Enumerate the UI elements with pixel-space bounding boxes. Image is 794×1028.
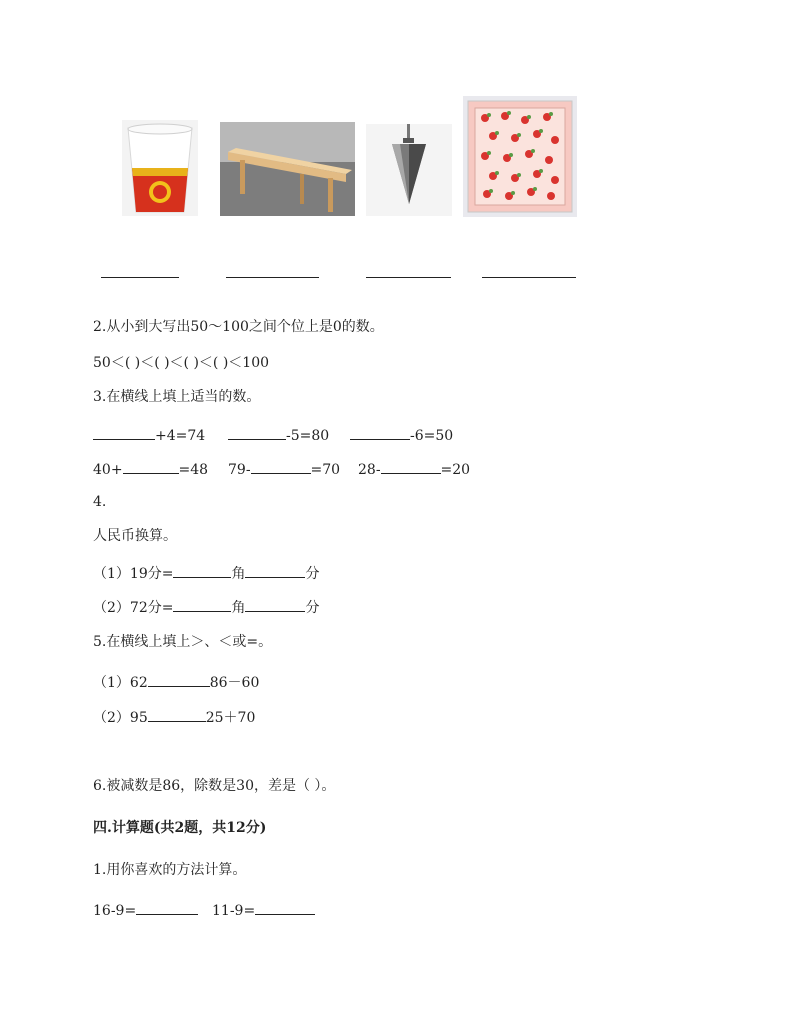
fill-blank[interactable]	[228, 425, 286, 440]
q3-item: 40+ =48	[93, 459, 208, 479]
q5-title: 5.在横线上填上＞、＜或=。	[93, 634, 273, 650]
answer-line-3[interactable]	[366, 277, 451, 278]
cone-plumb-bob-image	[366, 124, 452, 216]
q6-text: 6.被减数是86，除数是30，差是（ ）。	[93, 778, 336, 794]
q4-item: （2）72分= 角 分	[93, 597, 319, 617]
answer-line-2[interactable]	[226, 277, 319, 278]
fill-blank[interactable]	[148, 672, 210, 687]
q3-item: -5=80	[228, 425, 329, 445]
calc1-item: 11-9=	[212, 900, 315, 920]
fill-blank[interactable]	[245, 597, 305, 612]
fill-blank[interactable]	[245, 563, 305, 578]
wooden-bench-image	[220, 122, 355, 216]
fill-blank[interactable]	[350, 425, 410, 440]
fill-blank[interactable]	[381, 459, 441, 474]
q3-item: 79- =70	[228, 459, 340, 479]
q3-item: 28- =20	[358, 459, 470, 479]
answer-line-4[interactable]	[482, 277, 576, 278]
fill-blank[interactable]	[123, 459, 179, 474]
calc1-item: 16-9=	[93, 900, 198, 920]
section-heading: 四.计算题(共2题，共12分)	[93, 820, 267, 836]
q3-item: -6=50	[350, 425, 453, 445]
answer-line-1[interactable]	[101, 277, 179, 278]
paper-cup-image	[122, 120, 198, 216]
q3-title: 3.在横线上填上适当的数。	[93, 389, 261, 405]
q3-item: +4=74	[93, 425, 205, 445]
q2-title: 2.从小到大写出50～100之间个位上是0的数。	[93, 319, 384, 335]
fill-blank[interactable]	[255, 900, 315, 915]
fill-blank[interactable]	[93, 425, 155, 440]
q4-item: （1）19分= 角 分	[93, 563, 319, 583]
q5-item: （2）95 25＋70	[93, 707, 255, 727]
q2-expression: 50＜( )＜( )＜( )＜( )＜100	[93, 355, 270, 371]
fill-blank[interactable]	[173, 563, 231, 578]
fill-blank[interactable]	[251, 459, 311, 474]
square-handkerchief-image	[463, 96, 577, 217]
fill-blank[interactable]	[173, 597, 231, 612]
q5-item: （1）62 86－60	[93, 672, 259, 692]
q4-number: 4.	[93, 494, 107, 510]
calc1-title: 1.用你喜欢的方法计算。	[93, 862, 247, 878]
q4-title: 人民币换算。	[93, 528, 177, 544]
fill-blank[interactable]	[148, 707, 206, 722]
fill-blank[interactable]	[136, 900, 198, 915]
